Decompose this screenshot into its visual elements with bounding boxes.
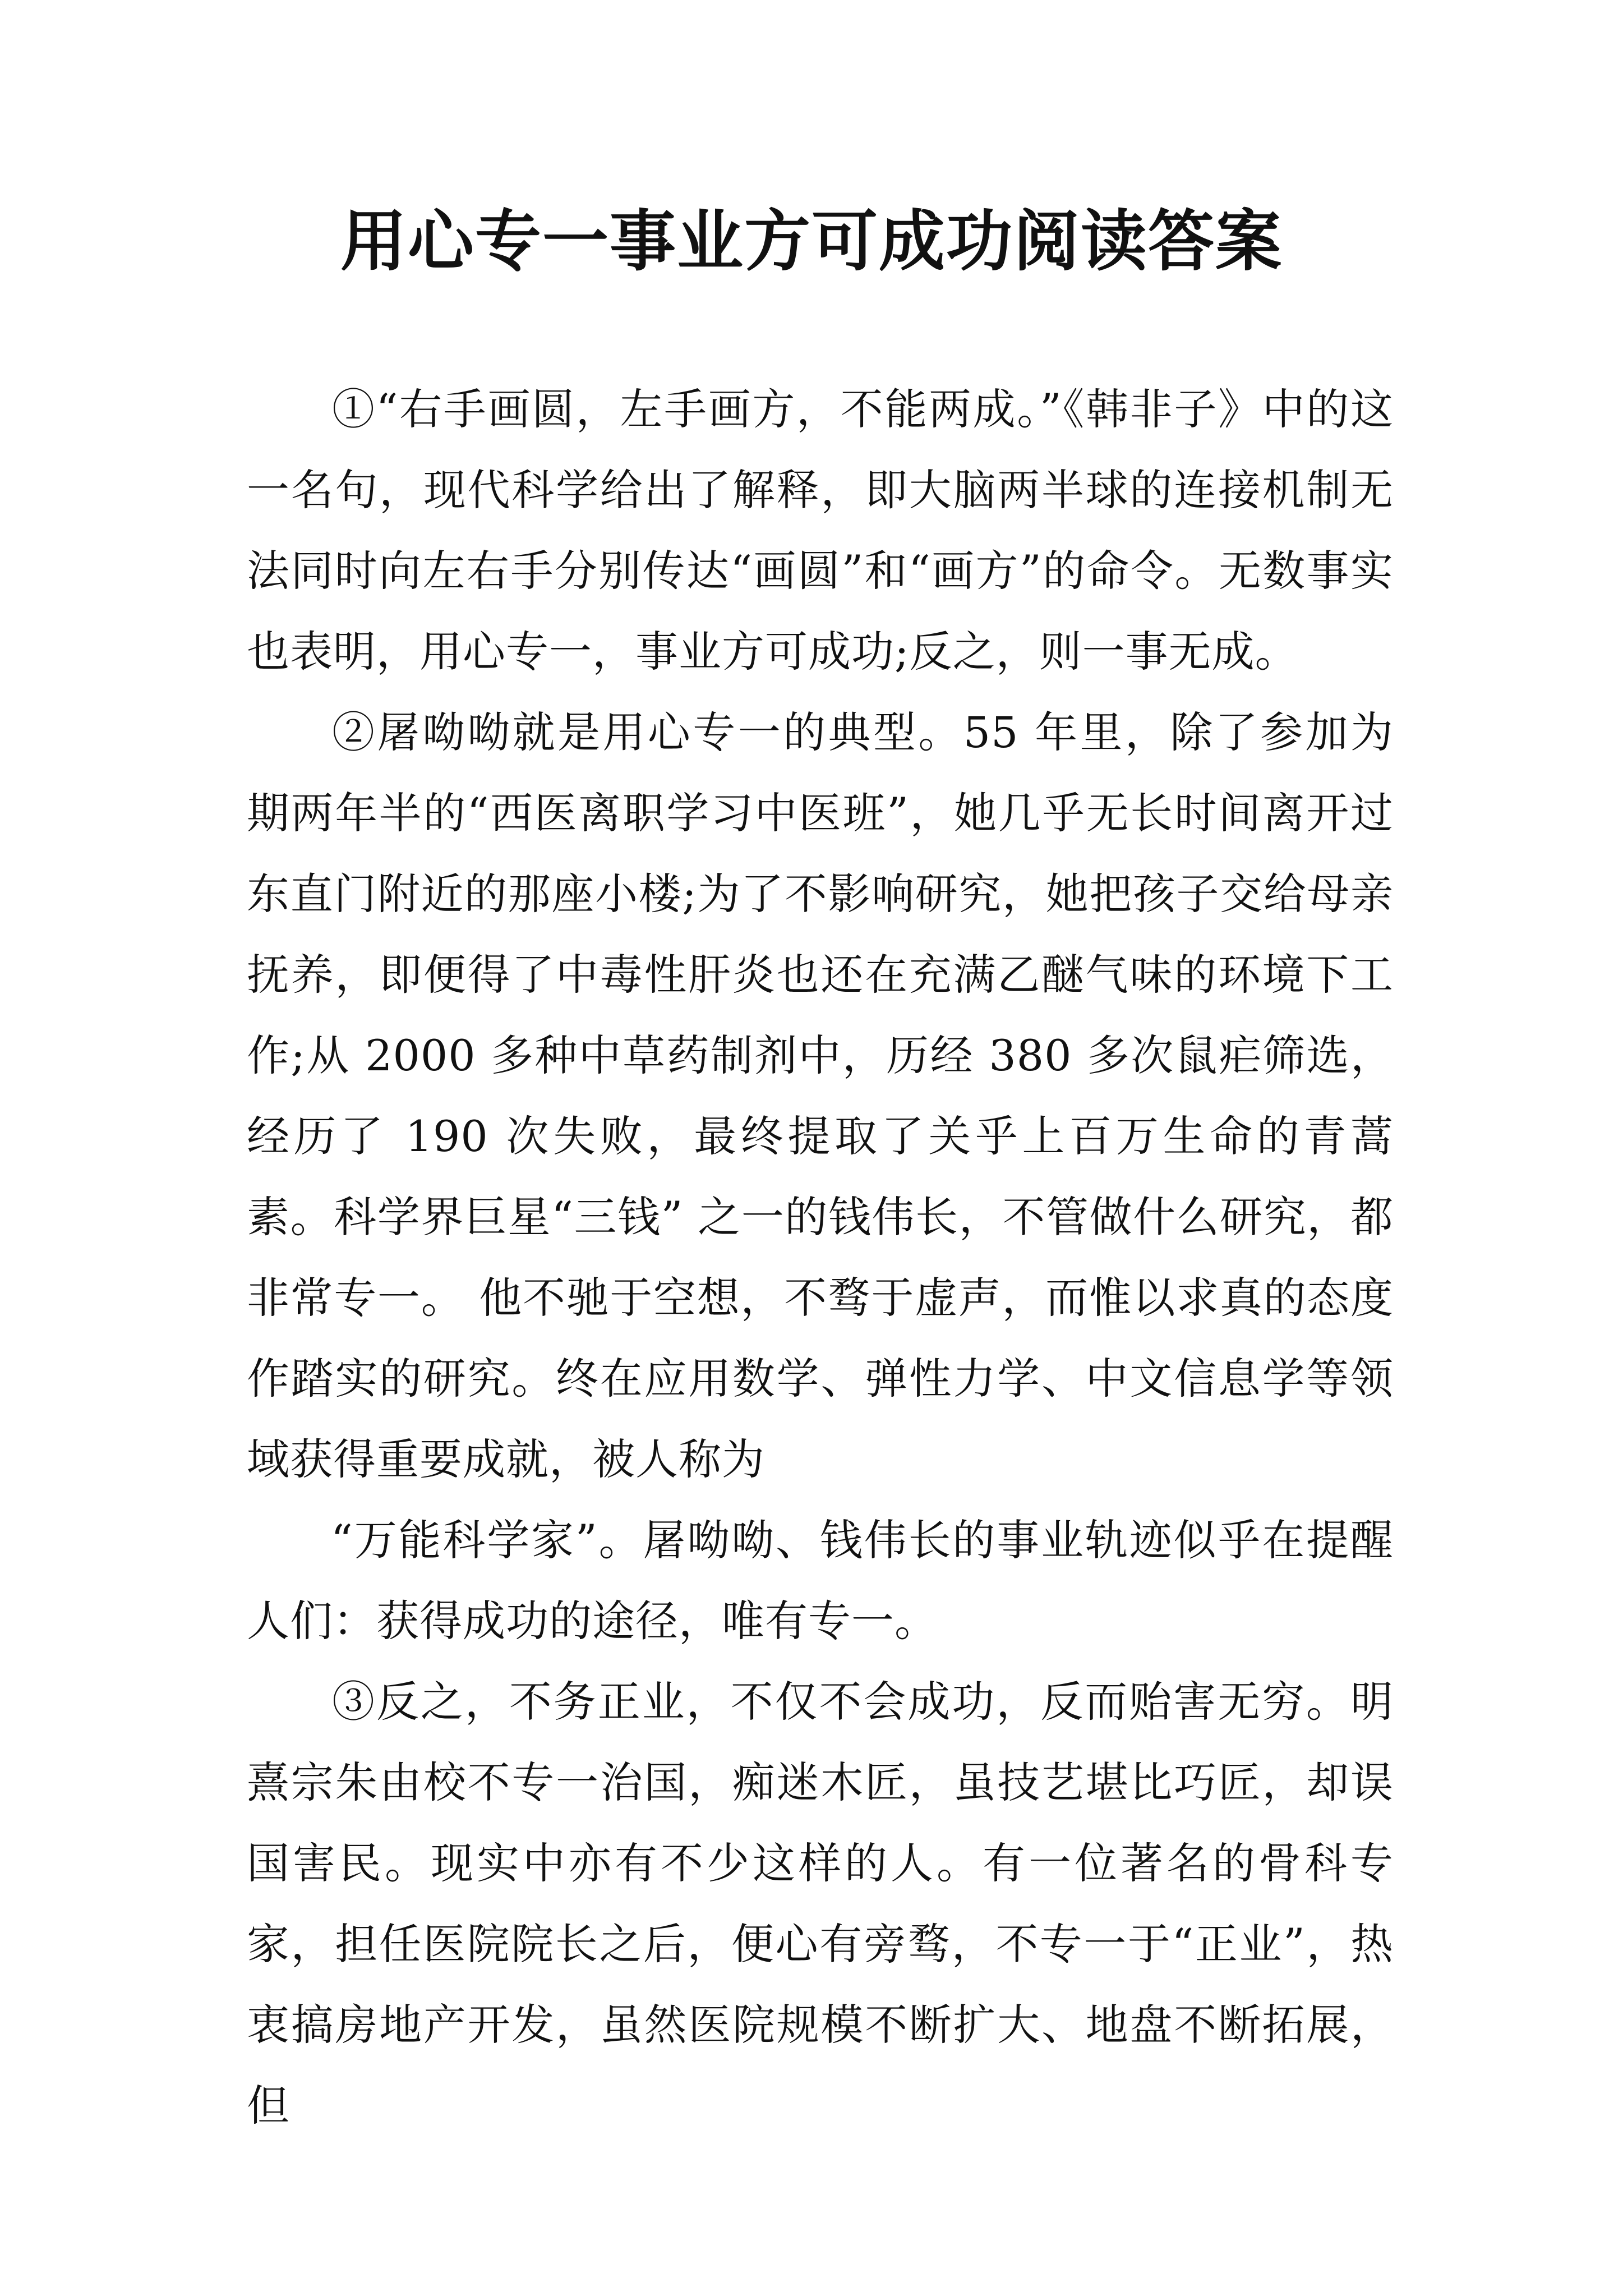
paragraph-3: ③反之，不务正业，不仅不会成功，反而贻害无穷。明熹宗朱由校不专一治国，痴迷木匠，虽技艺堪比巧匠，却误国害民。现实中亦有不少这样的人。有一位著名的骨科专家，担任医院院长之后，便心有旁骛，不专一于“正业”，热衷搞房地产开发，虽然医院规模不断扩大、地盘不断拓展，但 — [247, 1677, 1394, 2131]
document-title: 用心专一事业方可成功阅读答案 — [340, 202, 1283, 280]
paragraph-2: ②屠呦呦就是用心专一的典型。55 年里，除了参加为期两年半的“西医离职学习中医班”，她几乎无长时间离开过东直门附近的那座小楼;为了不影响研究，她把孩子交给母亲抚养，即便得了中毒性肝炎也还在充满乙醚气味的环境下工作;从 2000 多种中草药制剂中，历经 380 多次鼠疟筛选，经历了 190 次失败，最终提取了关乎上百万生命的青蒿素。科学界巨星“三钱” 之一的钱伟长，不管做什么研究，都非常专一。 他不驰于空想，不骛于虚声，而惟以求真的态度作踏实的研究。终在应用数学、弹性力学、中文信息学等领域获得重要成就，被人称为 — [247, 707, 1394, 1484]
document-body — [247, 369, 1394, 2146]
paragraph-2-continuation: “万能科学家”。屠呦呦、钱伟长的事业轨迹似乎在提醒人们：获得成功的途径，唯有专一。 — [247, 1515, 1394, 1646]
paragraph-1: ①“右手画圆，左手画方，不能两成。”《韩非子》中的这一名句，现代科学给出了解释，即大脑两半球的连接机制无法同时向左右手分别传达“画圆”和“画方”的命令。无数事实也表明，用心专一，事业方可成功;反之，则一事无成。 — [247, 384, 1394, 677]
